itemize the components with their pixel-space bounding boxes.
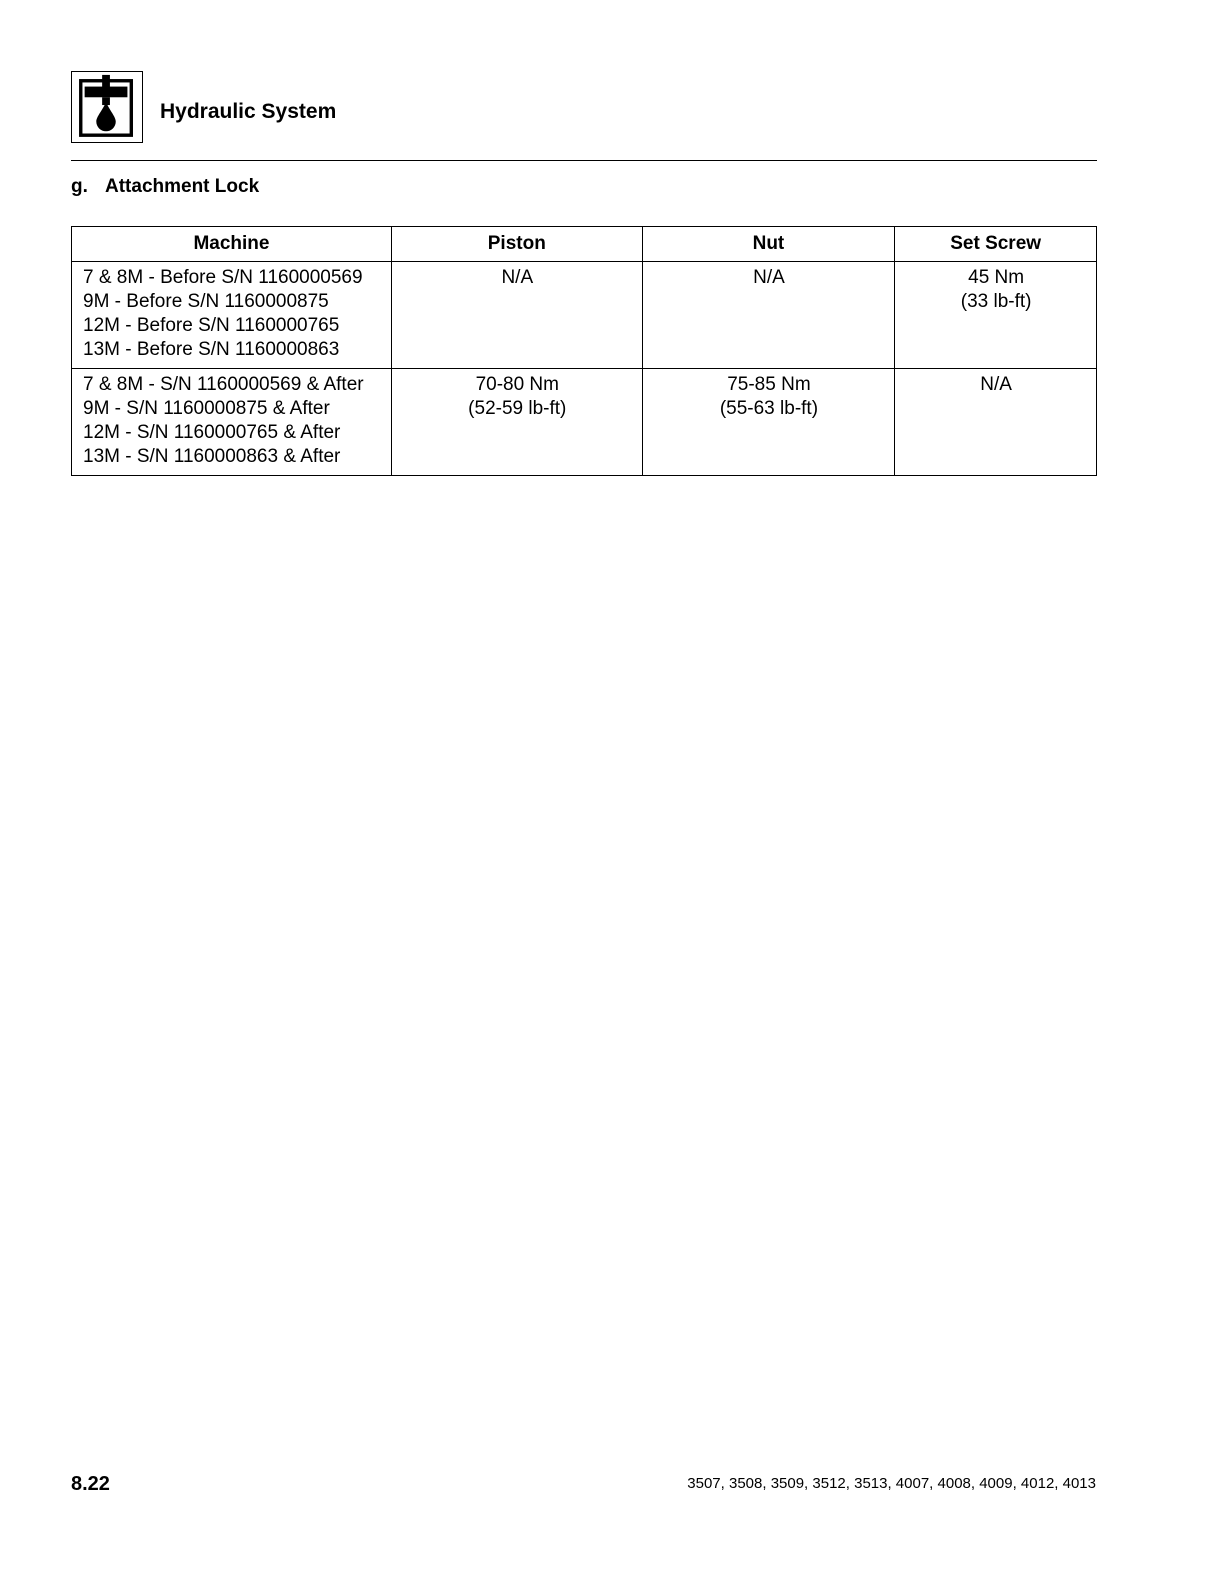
page-number: 8.22 — [71, 1473, 110, 1495]
machine-line: 9M - S/N 1160000875 & After — [83, 398, 330, 419]
machine-line: 7 & 8M - Before S/N 1160000569 — [83, 267, 363, 288]
model-list: 3507, 3508, 3509, 3512, 3513, 4007, 4008, 4009, 4012, 4013 — [687, 1475, 1096, 1492]
column-header-piston: Piston — [391, 227, 642, 262]
column-header-set-screw: Set Screw — [895, 227, 1097, 262]
piston-value-imperial: (52-59 lb-ft) — [468, 398, 567, 419]
nut-value: 75-85 Nm — [727, 374, 811, 395]
torque-spec-table — [71, 226, 1097, 476]
subsection-letter: g. — [71, 176, 88, 197]
nut-cell — [642, 369, 895, 476]
nut-value-imperial: (55-63 lb-ft) — [719, 398, 819, 419]
machine-line: 13M - Before S/N 1160000863 — [83, 339, 340, 360]
column-header-machine: Machine — [72, 227, 392, 262]
set-screw-value-imperial: (33 lb-ft) — [960, 291, 1032, 312]
set-screw-value: N/A — [980, 374, 1012, 395]
nut-cell — [642, 262, 895, 369]
hydraulic-system-icon — [71, 71, 143, 143]
header-divider — [71, 160, 1097, 161]
piston-value: N/A — [501, 267, 534, 288]
machine-cell — [72, 262, 392, 369]
table-header-row — [72, 227, 1097, 262]
subsection-heading — [71, 176, 259, 198]
machine-line: 13M - S/N 1160000863 & After — [83, 446, 341, 467]
piston-cell — [391, 369, 642, 476]
set-screw-cell — [895, 262, 1097, 369]
set-screw-value: 45 Nm — [968, 267, 1025, 288]
table-row — [72, 262, 1097, 369]
machine-line: 7 & 8M - S/N 1160000569 & After — [83, 374, 364, 395]
column-header-nut: Nut — [642, 227, 895, 262]
machine-line: 12M - S/N 1160000765 & After — [83, 422, 341, 443]
subsection-title: Attachment Lock — [105, 176, 260, 197]
piston-cell — [391, 262, 642, 369]
machine-line: 12M - Before S/N 1160000765 — [83, 315, 340, 336]
piston-value: 70-80 Nm — [475, 374, 559, 395]
machine-line: 9M - Before S/N 1160000875 — [83, 291, 329, 312]
machine-cell — [72, 369, 392, 476]
table-row — [72, 369, 1097, 476]
set-screw-cell — [895, 369, 1097, 476]
nut-value: N/A — [753, 267, 785, 288]
section-title: Hydraulic System — [160, 100, 337, 123]
